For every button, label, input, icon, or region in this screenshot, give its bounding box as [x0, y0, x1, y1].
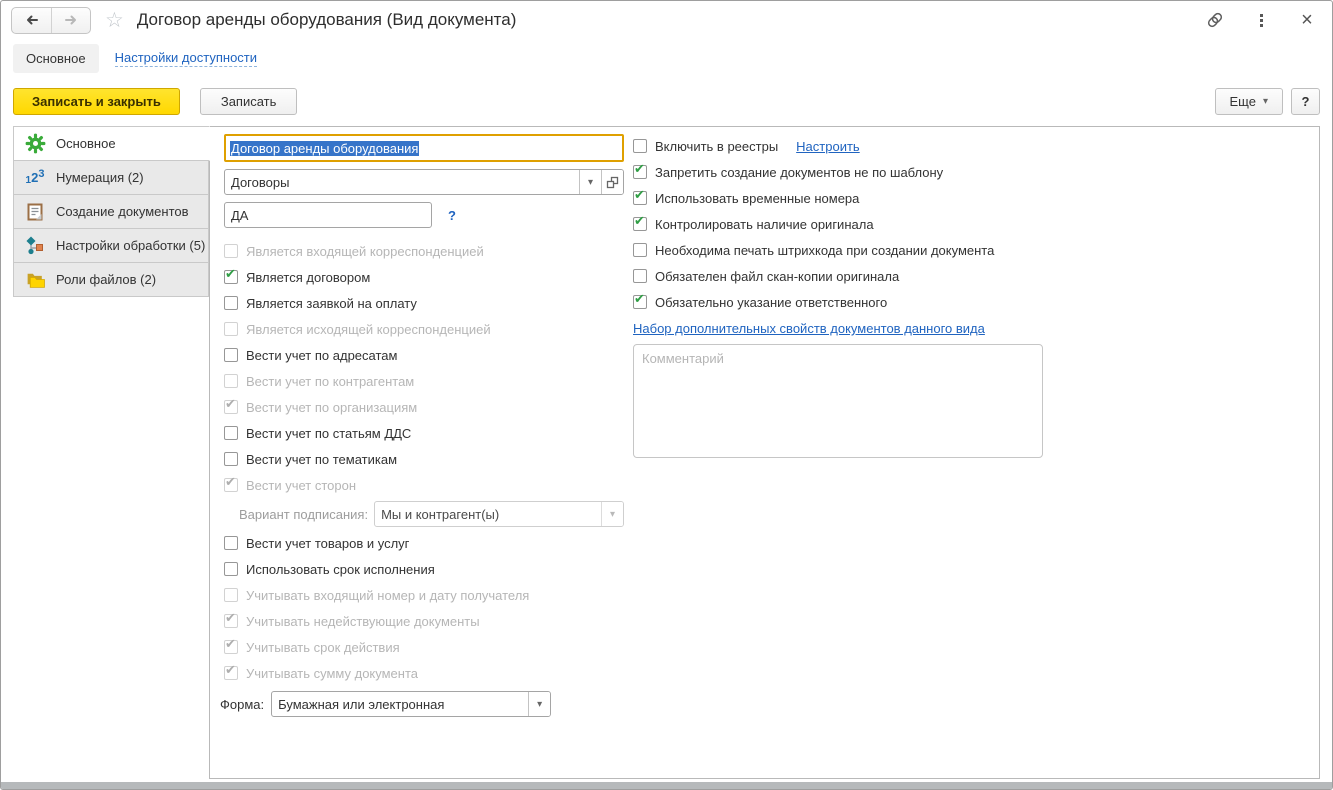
sidebar [13, 126, 209, 297]
sidebar-item-label: Нумерация (2) [56, 170, 144, 185]
form-kind-label: Форма: [220, 696, 265, 712]
checkbox[interactable] [224, 562, 238, 576]
checkbox-label: Учитывать сумму документа [246, 665, 419, 681]
checkmark-icon: ✔ [225, 474, 236, 489]
signing-dropdown-button [601, 502, 623, 526]
checkbox[interactable] [224, 452, 238, 466]
checkbox-row[interactable] [633, 237, 1047, 263]
checkbox-label: Запретить создание документов не по шаблону [655, 164, 944, 180]
checkmark-icon: ✔ [634, 291, 645, 306]
checkbox-label: Вести учет товаров и услуг [246, 535, 410, 551]
checkmark-icon: ✔ [225, 662, 236, 677]
command-bar [1, 77, 1332, 126]
checkbox-label: Вести учет по тематикам [246, 451, 398, 467]
name-input-value: Договор аренды оборудования [231, 140, 419, 156]
checkbox-row [224, 608, 626, 634]
form-left-column [220, 134, 626, 718]
folder-combo [224, 169, 624, 195]
checkmark-icon: ✔ [225, 610, 236, 625]
close-icon: × [1301, 9, 1313, 31]
sidebar-item-document-creation[interactable] [13, 194, 209, 229]
checkbox [224, 474, 238, 492]
nav-tabs [1, 39, 1332, 77]
checkbox[interactable] [224, 536, 238, 550]
name-input[interactable] [224, 134, 624, 162]
form-panel [209, 126, 1320, 779]
checkmark-icon: ✔ [225, 396, 236, 411]
checkbox[interactable] [633, 161, 647, 179]
sidebar-item-label: Создание документов [56, 204, 189, 219]
title-bar [1, 1, 1332, 39]
save-and-close-button[interactable]: Записать и закрыть [13, 88, 180, 115]
field-help-icon[interactable]: ? [448, 207, 456, 223]
arrow-left-icon [24, 12, 40, 28]
checkbox-row[interactable] [224, 420, 626, 446]
sidebar-item-label: Роли файлов (2) [56, 272, 157, 287]
checkbox-label: Учитывать входящий номер и дату получателя [246, 587, 530, 603]
checkbox-label: Включить в реестры [655, 138, 779, 154]
chevron-down-icon: ▾ [1262, 96, 1268, 107]
form-kind-input[interactable] [272, 692, 528, 716]
checkbox [224, 244, 238, 258]
signing-variant-label: Вариант подписания: [239, 506, 369, 522]
sidebar-item-processing-settings[interactable] [13, 228, 209, 263]
checkbox-label: Вести учет по статьям ДДС [246, 425, 412, 441]
more-menu-button[interactable] [1250, 9, 1272, 31]
form-right-column [633, 133, 1047, 458]
link-icon [1205, 10, 1225, 30]
favorite-star-icon[interactable]: ☆ [105, 8, 124, 32]
checkbox-row [224, 316, 626, 342]
checkbox-row [224, 394, 626, 420]
chevron-down-icon: ▾ [537, 698, 543, 710]
tab-access-settings[interactable]: Настройки доступности [114, 49, 258, 65]
form-kind-dropdown-button[interactable] [528, 692, 550, 716]
checkbox-label: Является заявкой на оплату [246, 295, 417, 311]
form-kind-row [220, 690, 626, 718]
checkbox-label: Вести учет сторон [246, 477, 357, 493]
checkbox-label: Учитывать срок действия [246, 639, 400, 655]
checkbox [224, 396, 238, 414]
checkbox-label: Является исходящей корреспонденцией [246, 321, 491, 337]
checkbox-row[interactable] [633, 211, 1047, 237]
checkmark-icon: ✔ [634, 161, 645, 176]
history-nav [11, 7, 91, 34]
checkbox-row[interactable] [633, 133, 1047, 159]
folders-icon [24, 269, 46, 291]
checkbox-label: Является договором [246, 269, 371, 285]
checkbox-row[interactable] [633, 185, 1047, 211]
sidebar-item-osnovnoe[interactable] [13, 126, 210, 161]
checkbox[interactable] [224, 426, 238, 440]
back-button[interactable] [12, 8, 51, 33]
page-title: Договор аренды оборудования (Вид документа) [136, 10, 517, 29]
checkbox-row[interactable] [633, 289, 1047, 315]
checkbox-row [224, 660, 626, 686]
checkbox-row[interactable] [633, 263, 1047, 289]
comment-textarea[interactable] [633, 344, 1043, 458]
abbreviation-row [224, 202, 626, 228]
checkbox-group-top [224, 238, 626, 498]
workflow-icon [24, 235, 46, 257]
save-button[interactable]: Записать [200, 88, 298, 115]
checkbox [224, 610, 238, 628]
checkbox-row[interactable] [224, 342, 626, 368]
get-link-button[interactable] [1204, 9, 1226, 31]
checkbox-row [224, 582, 626, 608]
sidebar-item-file-roles[interactable] [13, 262, 209, 297]
checkbox-row [224, 634, 626, 660]
checkbox [224, 322, 238, 336]
folder-input[interactable] [225, 170, 579, 194]
checkbox-row [224, 472, 626, 498]
checkbox[interactable] [633, 269, 647, 283]
checkbox-row[interactable] [224, 290, 626, 316]
checkbox-row[interactable] [224, 530, 626, 556]
checkbox-label: Обязателен файл скан-копии оригинала [655, 268, 900, 284]
checkbox-label: Вести учет по организациям [246, 399, 418, 415]
folder-dropdown-button[interactable] [579, 170, 601, 194]
forward-button[interactable] [51, 8, 90, 33]
checkmark-icon: ✔ [225, 266, 236, 281]
additional-properties-link[interactable]: Набор дополнительных свойств документов данного вида [633, 321, 985, 336]
folder-open-button[interactable] [601, 170, 623, 194]
checkbox [224, 662, 238, 680]
checkbox[interactable] [633, 139, 647, 153]
signing-variant-row [239, 500, 626, 528]
checkbox-label: Использовать срок исполнения [246, 561, 435, 577]
close-button[interactable] [1296, 9, 1318, 31]
checkmark-icon: ✔ [634, 213, 645, 228]
form-kind-combo [271, 691, 551, 717]
checkbox-row [224, 368, 626, 394]
checkbox[interactable] [224, 266, 238, 284]
checkmark-icon: ✔ [225, 636, 236, 651]
help-button[interactable]: ? [1291, 88, 1320, 115]
checkbox[interactable] [633, 187, 647, 205]
signing-variant-input [375, 502, 601, 526]
window-bottom-edge [1, 782, 1332, 789]
checkbox-label: Является входящей корреспонденцией [246, 243, 484, 259]
sidebar-item-label: Настройки обработки (5) [56, 238, 206, 253]
configure-registries-link[interactable]: Настроить [796, 138, 860, 154]
checkbox-row[interactable] [224, 264, 626, 290]
checkbox-label: Вести учет по адресатам [246, 347, 398, 363]
checkbox-row [224, 238, 626, 264]
checkmark-icon: ✔ [634, 187, 645, 202]
content-area [1, 126, 1332, 780]
checkbox [224, 588, 238, 602]
checkbox-group-right [633, 133, 1047, 315]
checkbox[interactable] [224, 296, 238, 310]
tab-osnovnoe[interactable]: Основное [13, 44, 99, 73]
open-in-card-icon [606, 176, 619, 189]
arrow-right-icon [63, 12, 79, 28]
checkbox[interactable] [633, 291, 647, 309]
chevron-down-icon: ▾ [610, 508, 616, 520]
checkbox-label: Контролировать наличие оригинала [655, 216, 874, 232]
checkbox-row[interactable] [224, 556, 626, 582]
checkbox [224, 374, 238, 388]
document-icon [24, 201, 46, 223]
chevron-down-icon: ▾ [587, 176, 594, 188]
checkbox-label: Учитывать недействующие документы [246, 613, 480, 629]
gear-icon [24, 133, 46, 155]
checkbox-label: Обязательно указание ответственного [655, 294, 888, 310]
checkbox-row[interactable] [633, 159, 1047, 185]
kebab-menu-icon [1260, 14, 1263, 27]
checkbox[interactable] [633, 213, 647, 231]
more-actions-button[interactable] [1215, 88, 1283, 115]
checkbox-group-bottom [224, 530, 626, 686]
checkbox [224, 636, 238, 654]
checkbox-row[interactable] [224, 446, 626, 472]
sidebar-item-label: Основное [56, 136, 116, 151]
checkbox-label: Вести учет по контрагентам [246, 373, 415, 389]
checkbox[interactable] [633, 243, 647, 257]
more-actions-label: Еще [1229, 94, 1256, 109]
abbreviation-input[interactable] [224, 202, 432, 228]
numbers-icon: 1 2 3 [25, 167, 45, 186]
sidebar-item-numeration[interactable] [13, 160, 209, 195]
signing-variant-combo [374, 501, 624, 527]
checkbox[interactable] [224, 348, 238, 362]
checkbox-label: Использовать временные номера [655, 190, 860, 206]
checkbox-label: Необходима печать штрихкода при создании документа [655, 242, 995, 258]
